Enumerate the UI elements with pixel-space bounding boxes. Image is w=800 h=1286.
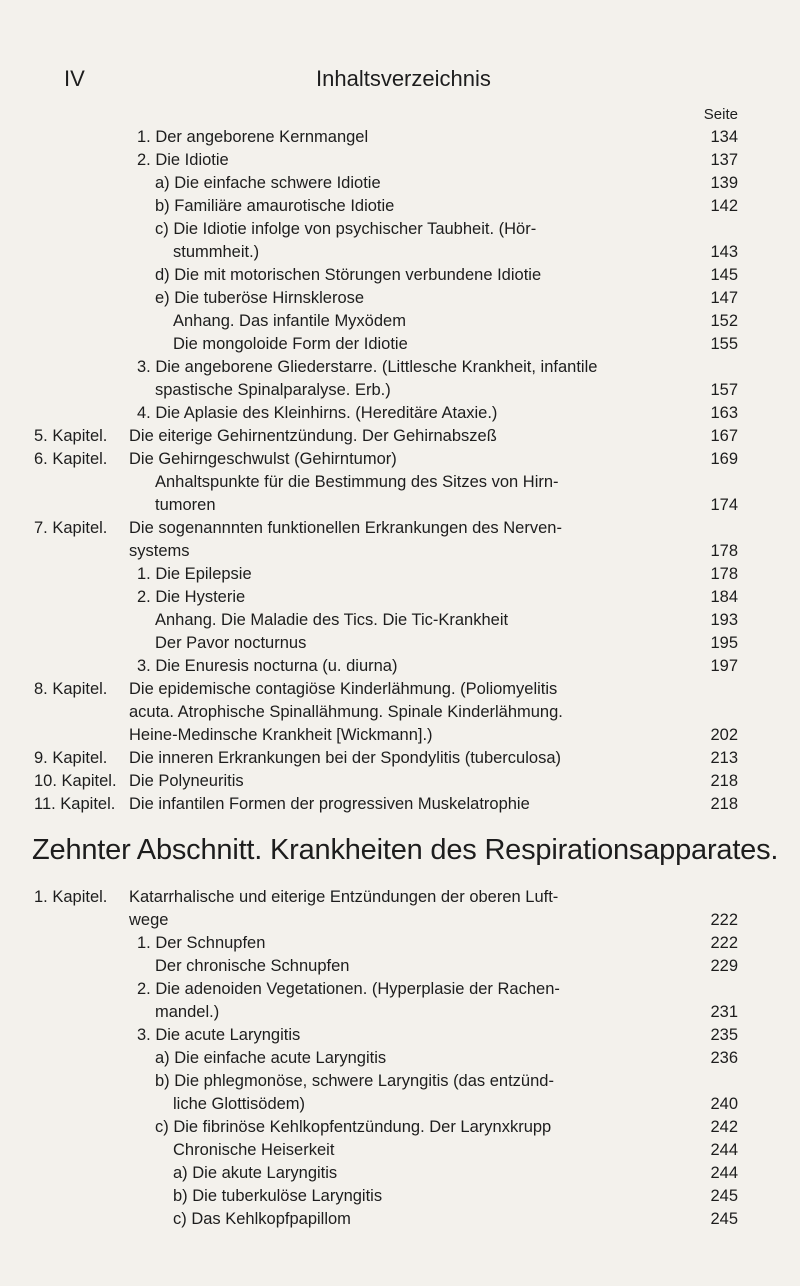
toc-entry	[0, 333, 800, 356]
page-ref: 244	[710, 1141, 738, 1159]
entry-title: stummheit.)	[173, 243, 260, 261]
page-ref: 213	[710, 749, 738, 767]
entry-title: spastische Spinalparalyse. Erb.)	[155, 381, 391, 399]
toc-block-chapters	[0, 126, 800, 816]
page-ref: 142	[710, 197, 738, 215]
entry-title: Anhang. Die Maladie des Tics. Die Tic-Krankheit	[155, 611, 509, 629]
page-ref: 155	[710, 335, 738, 353]
entry-title: Katarrhalische und eiterige Entzündungen der oberen Luft-	[129, 888, 559, 906]
section-title: Zehnter Abschnitt. Krankheiten des Respirationsapparates.	[32, 834, 779, 866]
toc-entry	[0, 1208, 800, 1231]
toc-entry	[0, 886, 800, 909]
entry-title: 2. Die adenoiden Vegetationen. (Hyperplasie der Rachen-	[137, 980, 560, 998]
chapter-label: 7. Kapitel.	[34, 519, 108, 537]
page-ref: 222	[710, 934, 738, 952]
entry-title: tumoren	[155, 496, 216, 514]
entry-title: 3. Die angeborene Gliederstarre. (Littlesche Krankheit, infantile	[137, 358, 598, 376]
entry-title: a) Die einfache acute Laryngitis	[155, 1049, 387, 1067]
entry-title: Anhaltspunkte für die Bestimmung des Sitzes von Hirn-	[155, 473, 559, 491]
toc-entry	[0, 632, 800, 655]
chapter-label: 5. Kapitel.	[34, 427, 108, 445]
entry-title: Die mongoloide Form der Idiotie	[173, 335, 408, 353]
page-ref: 244	[710, 1164, 738, 1182]
toc-entry	[0, 471, 800, 494]
chapter-label: 9. Kapitel.	[34, 749, 108, 767]
entry-title: acuta. Atrophische Spinallähmung. Spinale Kinderlähmung.	[129, 703, 563, 721]
page-header	[0, 66, 800, 96]
entry-title: Die sogenannnten funktionellen Erkrankungen des Nerven-	[129, 519, 562, 537]
entry-title: c) Die fibrinöse Kehlkopfentzündung. Der Larynxkrupp	[155, 1118, 552, 1136]
page-ref: 163	[710, 404, 738, 422]
page-ref: 222	[710, 911, 738, 929]
running-title: Inhaltsverzeichnis	[316, 66, 491, 91]
toc-entry	[0, 793, 800, 816]
table-of-contents	[0, 126, 800, 1231]
page-ref: 231	[710, 1003, 738, 1021]
entry-title: Anhang. Das infantile Myxödem	[173, 312, 406, 330]
entry-title: Der chronische Schnupfen	[155, 957, 350, 975]
entry-title: Der Pavor nocturnus	[155, 634, 307, 652]
toc-entry	[0, 701, 800, 724]
toc-entry	[0, 909, 800, 932]
toc-entry	[0, 287, 800, 310]
entry-title: Die Gehirngeschwulst (Gehirntumor)	[129, 450, 397, 468]
entry-title: Chronische Heiserkeit	[173, 1141, 335, 1159]
chapter-label: 1. Kapitel.	[34, 888, 108, 906]
page-ref: 134	[710, 128, 738, 146]
toc-block-respiration	[0, 886, 800, 1231]
page-ref: 245	[710, 1187, 738, 1205]
page-ref: 245	[710, 1210, 738, 1228]
page-ref: 167	[710, 427, 738, 445]
toc-entry	[0, 1185, 800, 1208]
toc-entry	[0, 310, 800, 333]
chapter-label: 6. Kapitel.	[34, 450, 108, 468]
page-ref: 236	[710, 1049, 738, 1067]
toc-entry	[0, 195, 800, 218]
toc-entry	[0, 172, 800, 195]
toc-entry	[0, 1070, 800, 1093]
entry-title: 3. Die Enuresis nocturna (u. diurna)	[137, 657, 398, 675]
entry-title: c) Die Idiotie infolge von psychischer Taubheit. (Hör-	[155, 220, 537, 238]
entry-title: a) Die akute Laryngitis	[173, 1164, 338, 1182]
page-ref: 178	[710, 565, 738, 583]
toc-entry	[0, 1047, 800, 1070]
toc-entry	[0, 955, 800, 978]
toc-entry	[0, 1093, 800, 1116]
page-ref: 147	[710, 289, 738, 307]
entry-title: 2. Die Idiotie	[137, 151, 229, 169]
page-ref: 229	[710, 957, 738, 975]
entry-title: Die epidemische contagiöse Kinderlähmung. (Poliomyelitis	[129, 680, 558, 698]
entry-title: systems	[129, 542, 190, 560]
entry-title: 1. Die Epilepsie	[137, 565, 252, 583]
page-ref: 139	[710, 174, 738, 192]
toc-entry	[0, 448, 800, 471]
page-ref: 145	[710, 266, 738, 284]
toc-entry	[0, 379, 800, 402]
page-ref: 143	[710, 243, 738, 261]
entry-title: a) Die einfache schwere Idiotie	[155, 174, 381, 192]
entry-title: c) Das Kehlkopfpapillom	[173, 1210, 351, 1228]
toc-entry	[0, 770, 800, 793]
chapter-label: 11. Kapitel.	[34, 795, 116, 813]
toc-entry	[0, 1001, 800, 1024]
toc-entry	[0, 747, 800, 770]
entry-title: b) Die tuberkulöse Laryngitis	[173, 1187, 383, 1205]
page-ref: 184	[710, 588, 738, 606]
toc-entry	[0, 540, 800, 563]
toc-entry	[0, 978, 800, 1001]
page-ref: 242	[710, 1118, 738, 1136]
chapter-label: 10. Kapitel.	[34, 772, 117, 790]
entry-title: Heine-Medinsche Krankheit [Wickmann].)	[129, 726, 433, 744]
section-heading	[0, 816, 800, 886]
toc-entry	[0, 264, 800, 287]
entry-title: 1. Der angeborene Kernmangel	[137, 128, 369, 146]
toc-entry	[0, 563, 800, 586]
page-ref: 137	[710, 151, 738, 169]
toc-entry	[0, 586, 800, 609]
page-ref: 174	[710, 496, 738, 514]
page-ref: 178	[710, 542, 738, 560]
entry-title: Die Polyneuritis	[129, 772, 244, 790]
toc-entry	[0, 402, 800, 425]
page-ref: 235	[710, 1026, 738, 1044]
entry-title: Die eiterige Gehirnentzündung. Der Gehirnabszeß	[129, 427, 497, 445]
toc-entry	[0, 655, 800, 678]
page-ref: 202	[710, 726, 738, 744]
toc-entry	[0, 356, 800, 379]
page-ref: 197	[710, 657, 738, 675]
toc-entry	[0, 724, 800, 747]
page-ref: 240	[710, 1095, 738, 1113]
entry-title: b) Familiäre amaurotische Idiotie	[155, 197, 395, 215]
entry-title: d) Die mit motorischen Störungen verbundene Idiotie	[155, 266, 542, 284]
toc-entry	[0, 425, 800, 448]
seite-column-label: Seite	[703, 106, 738, 123]
entry-title: wege	[129, 911, 169, 929]
page-ref: 157	[710, 381, 738, 399]
page-ref: 218	[710, 795, 738, 813]
entry-title: liche Glottisödem)	[173, 1095, 306, 1113]
toc-entry	[0, 1024, 800, 1047]
toc-entry	[0, 678, 800, 701]
entry-title: 2. Die Hysterie	[137, 588, 246, 606]
toc-entry	[0, 1162, 800, 1185]
entry-title: Die infantilen Formen der progressiven Muskelatrophie	[129, 795, 530, 813]
toc-entry	[0, 149, 800, 172]
toc-entry	[0, 1116, 800, 1139]
entry-title: 4. Die Aplasie des Kleinhirns. (Hereditäre Ataxie.)	[137, 404, 498, 422]
entry-title: e) Die tuberöse Hirnsklerose	[155, 289, 365, 307]
entry-title: mandel.)	[155, 1003, 220, 1021]
toc-entry	[0, 609, 800, 632]
chapter-label: 8. Kapitel.	[34, 680, 108, 698]
toc-entry	[0, 932, 800, 955]
toc-entry	[0, 494, 800, 517]
entry-title: Die inneren Erkrankungen bei der Spondylitis (tuberculosa)	[129, 749, 561, 767]
page-number: IV	[64, 66, 85, 91]
entry-title: 1. Der Schnupfen	[137, 934, 266, 952]
page-ref: 193	[710, 611, 738, 629]
page-ref: 195	[710, 634, 738, 652]
toc-entry	[0, 1139, 800, 1162]
page-ref: 169	[710, 450, 738, 468]
page-ref: 218	[710, 772, 738, 790]
toc-entry	[0, 517, 800, 540]
toc-entry	[0, 241, 800, 264]
entry-title: b) Die phlegmonöse, schwere Laryngitis (das entzünd-	[155, 1072, 554, 1090]
entry-title: 3. Die acute Laryngitis	[137, 1026, 301, 1044]
toc-entry	[0, 218, 800, 241]
page-ref: 152	[710, 312, 738, 330]
toc-entry	[0, 126, 800, 149]
